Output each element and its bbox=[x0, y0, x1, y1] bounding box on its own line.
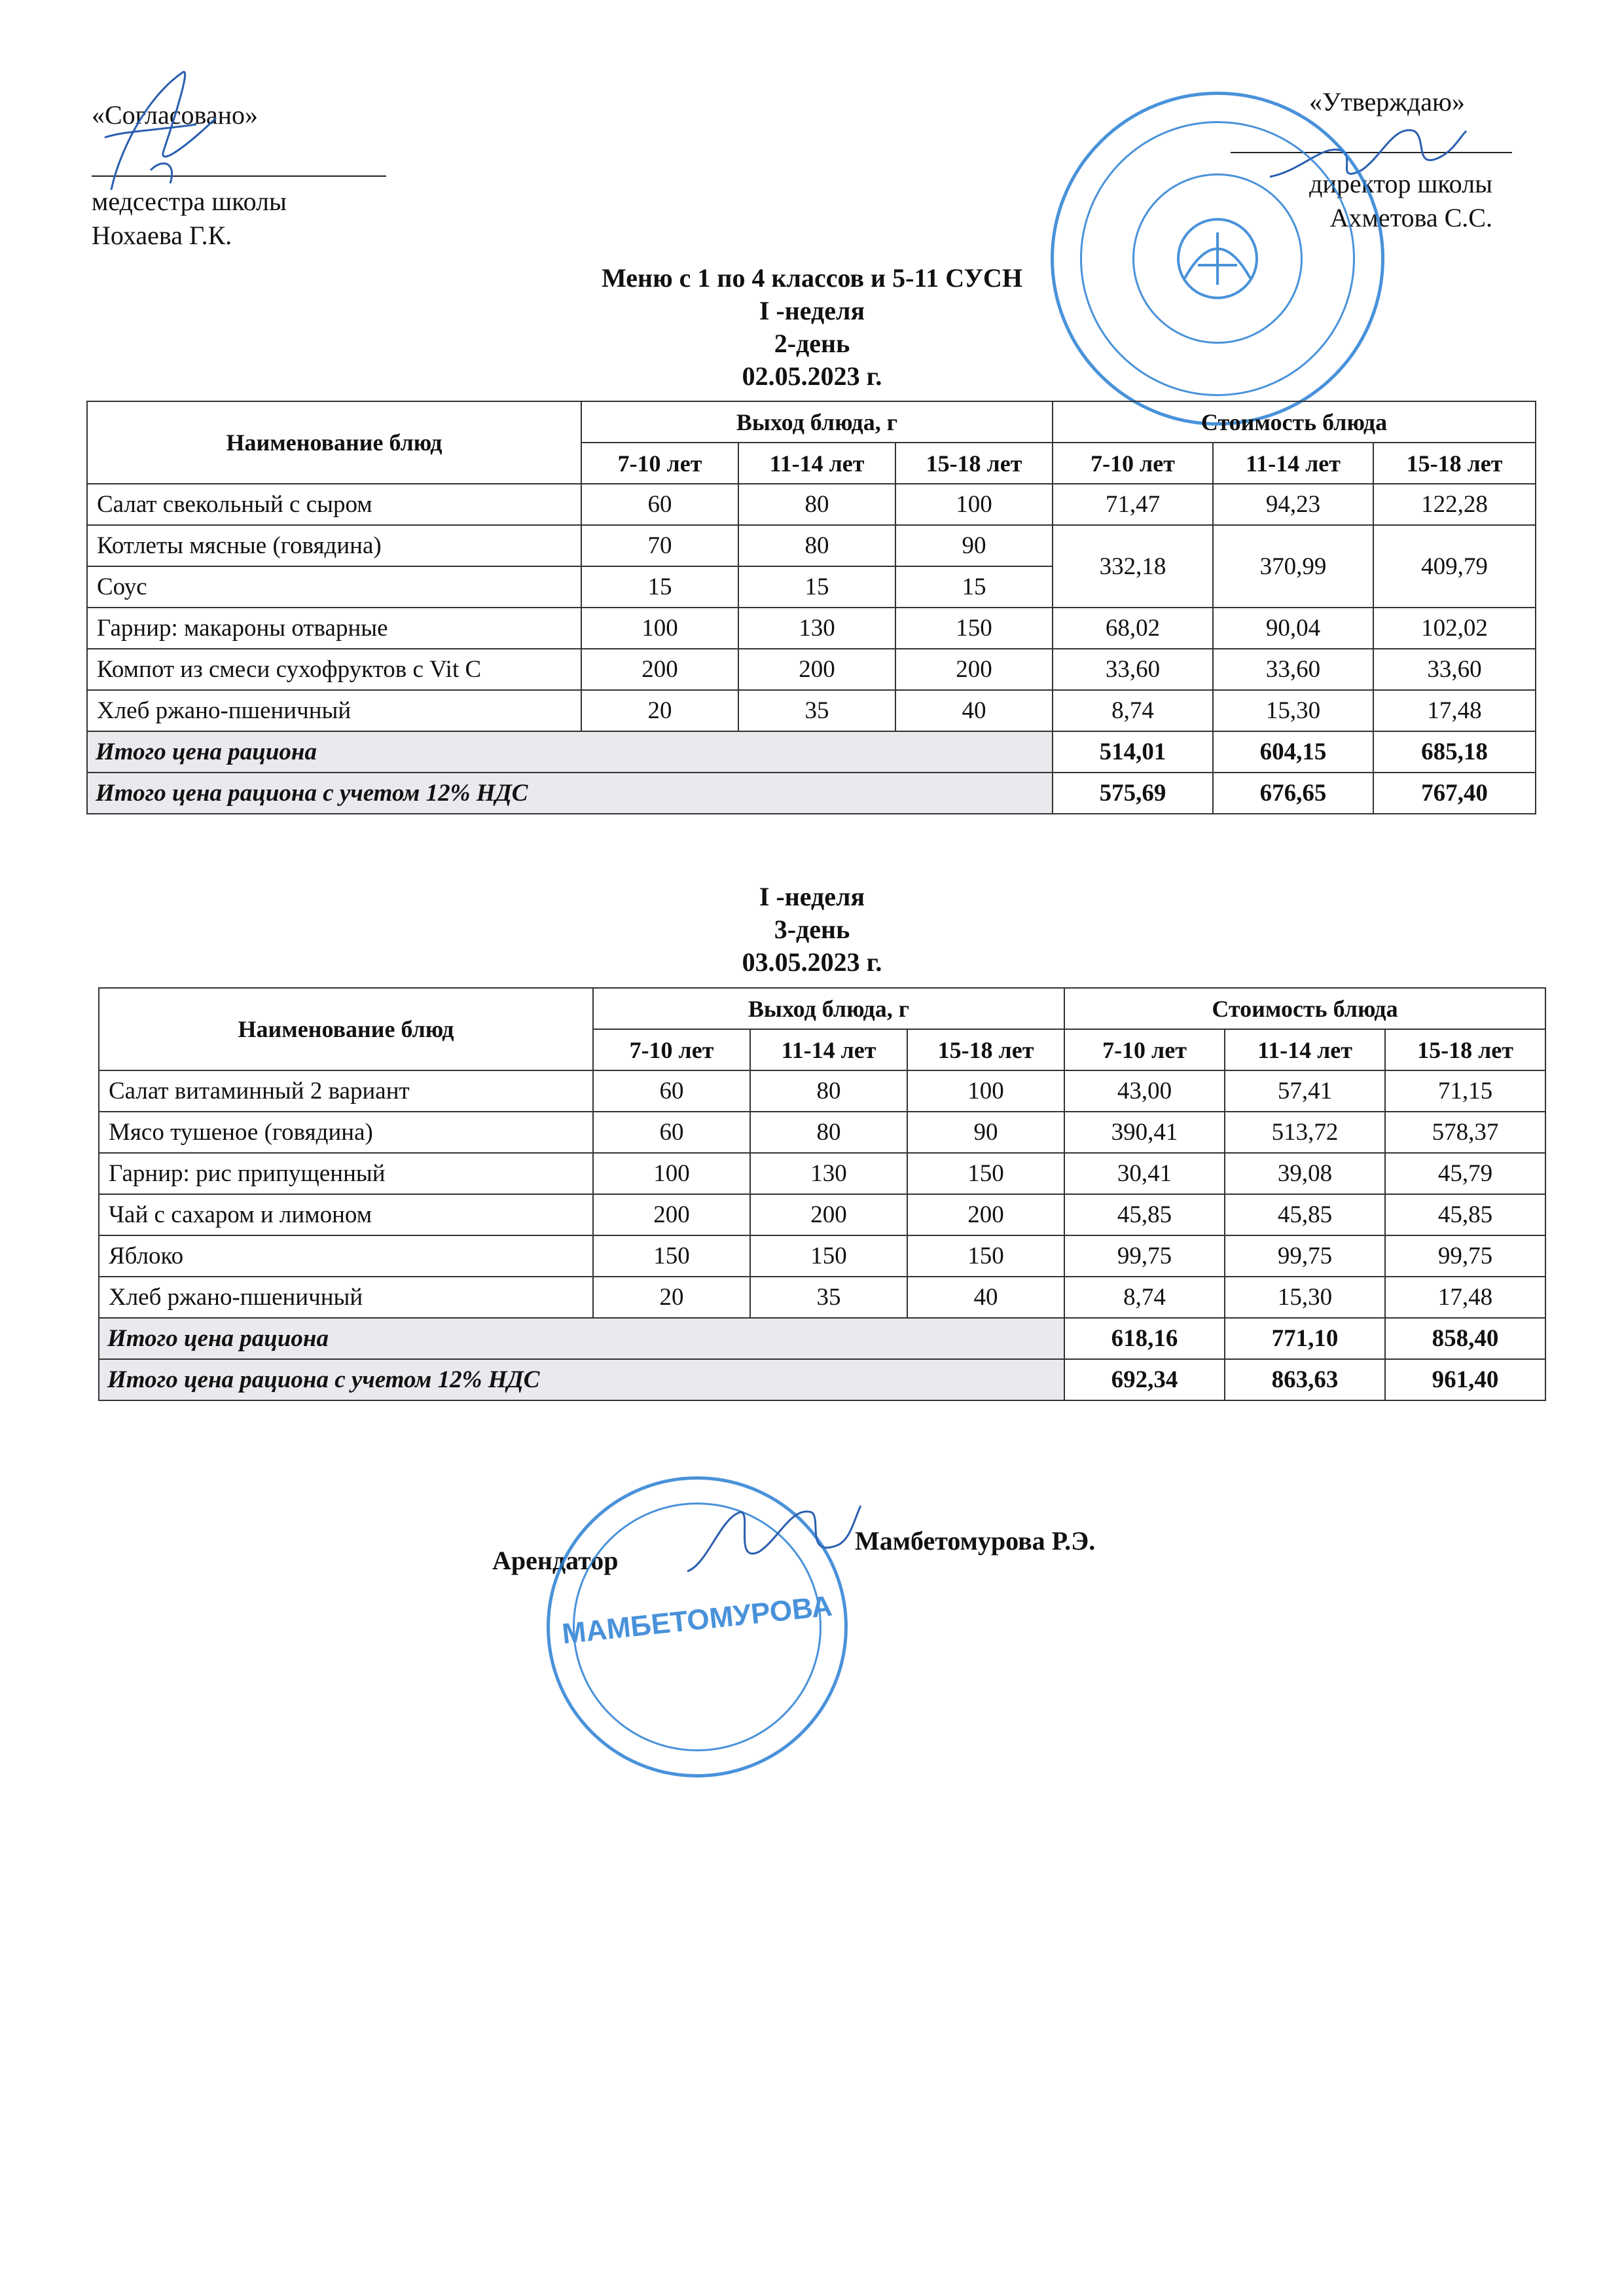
lessee-stamp-text: МАМБЕТОМУРОВА bbox=[560, 1590, 834, 1650]
dish-cost: 370,99 bbox=[1213, 525, 1373, 608]
vat-total-row bbox=[87, 773, 1536, 814]
table-row bbox=[87, 484, 1536, 525]
col-age-cost-1: 7-10 лет bbox=[1064, 1029, 1225, 1070]
approval-left-label: «Согласовано» bbox=[92, 100, 259, 130]
dish-cost: 45,85 bbox=[1225, 1194, 1385, 1235]
dish-name: Чай с сахаром и лимоном bbox=[99, 1194, 593, 1235]
dish-output: 80 bbox=[750, 1112, 907, 1153]
vat-total-value: 961,40 bbox=[1385, 1359, 1545, 1400]
col-age-out-3: 15-18 лет bbox=[895, 443, 1053, 484]
dish-cost: 45,85 bbox=[1385, 1194, 1545, 1235]
table-row bbox=[99, 1153, 1545, 1194]
col-age-out-2: 11-14 лет bbox=[738, 443, 895, 484]
dish-cost: 45,79 bbox=[1385, 1153, 1545, 1194]
dish-cost: 122,28 bbox=[1373, 484, 1536, 525]
dish-cost: 15,30 bbox=[1213, 690, 1373, 731]
total-value: 858,40 bbox=[1385, 1318, 1545, 1359]
col-age-out-2: 11-14 лет bbox=[750, 1029, 907, 1070]
col-group-output: Выход блюда, г bbox=[593, 988, 1064, 1029]
approval-right-label: «Утверждаю» bbox=[1309, 87, 1465, 117]
dish-cost: 33,60 bbox=[1053, 649, 1213, 690]
dish-name: Салат свекольный с сыром bbox=[87, 484, 581, 525]
vat-total-value: 676,65 bbox=[1213, 773, 1373, 814]
dish-output: 60 bbox=[593, 1070, 750, 1112]
dish-cost: 8,74 bbox=[1053, 690, 1213, 731]
dish-cost: 33,60 bbox=[1213, 649, 1373, 690]
total-row bbox=[99, 1318, 1545, 1359]
dish-cost: 71,15 bbox=[1385, 1070, 1545, 1112]
approval-right-role-text: директор школы bbox=[1309, 169, 1492, 198]
col-age-cost-1: 7-10 лет bbox=[1053, 443, 1213, 484]
dish-output: 20 bbox=[581, 690, 738, 731]
dish-cost: 90,04 bbox=[1213, 608, 1373, 649]
vat-total-value: 575,69 bbox=[1053, 773, 1213, 814]
dish-output: 200 bbox=[750, 1194, 907, 1235]
col-group-cost: Стоимость блюда bbox=[1053, 401, 1536, 443]
dish-output: 90 bbox=[907, 1112, 1064, 1153]
table-row bbox=[99, 1112, 1545, 1153]
day1-date: 02.05.2023 г. bbox=[742, 361, 882, 391]
total-value: 514,01 bbox=[1053, 731, 1213, 773]
dish-cost: 8,74 bbox=[1064, 1277, 1225, 1318]
dish-cost: 99,75 bbox=[1225, 1235, 1385, 1277]
vat-total-row bbox=[99, 1359, 1545, 1400]
dish-output: 100 bbox=[593, 1153, 750, 1194]
lessee-name: Мамбетомурова Р.Э. bbox=[855, 1526, 1096, 1556]
menu-table-day2 bbox=[86, 401, 1536, 814]
col-age-out-3: 15-18 лет bbox=[907, 1029, 1064, 1070]
vat-total-label: Итого цена рациона с учетом 12% НДС bbox=[99, 1359, 1064, 1400]
dish-cost: 33,60 bbox=[1373, 649, 1536, 690]
dish-cost: 68,02 bbox=[1053, 608, 1213, 649]
menu-table-day3 bbox=[98, 987, 1546, 1401]
dish-cost: 99,75 bbox=[1064, 1235, 1225, 1277]
dish-cost: 15,30 bbox=[1225, 1277, 1385, 1318]
dish-output: 15 bbox=[581, 566, 738, 608]
dish-output: 40 bbox=[895, 690, 1053, 731]
vat-total-value: 767,40 bbox=[1373, 773, 1536, 814]
dish-output: 35 bbox=[750, 1277, 907, 1318]
dish-cost: 43,00 bbox=[1064, 1070, 1225, 1112]
dish-output: 150 bbox=[750, 1235, 907, 1277]
dish-output: 150 bbox=[895, 608, 1053, 649]
dish-cost: 39,08 bbox=[1225, 1153, 1385, 1194]
day1-day: 2-день bbox=[774, 329, 850, 358]
dish-cost: 17,48 bbox=[1373, 690, 1536, 731]
dish-name: Салат витаминный 2 вариант bbox=[99, 1070, 593, 1112]
lessee-label: Арендатор bbox=[492, 1546, 619, 1575]
dish-name: Гарнир: рис припущенный bbox=[99, 1153, 593, 1194]
table-row bbox=[87, 690, 1536, 731]
page-title bbox=[0, 262, 1624, 295]
table-row bbox=[87, 525, 1536, 566]
col-group-output: Выход блюда, г bbox=[581, 401, 1053, 443]
dish-name: Компот из смеси сухофруктов с Vit C bbox=[87, 649, 581, 690]
dish-cost: 102,02 bbox=[1373, 608, 1536, 649]
dish-cost: 30,41 bbox=[1064, 1153, 1225, 1194]
day1-heading bbox=[0, 295, 1624, 393]
dish-cost: 71,47 bbox=[1053, 484, 1213, 525]
lessee-signature bbox=[681, 1493, 864, 1591]
day2-date: 03.05.2023 г. bbox=[742, 947, 882, 977]
dish-cost: 99,75 bbox=[1385, 1235, 1545, 1277]
table-row bbox=[87, 649, 1536, 690]
dish-output: 80 bbox=[750, 1070, 907, 1112]
dish-cost: 45,85 bbox=[1064, 1194, 1225, 1235]
col-age-out-1: 7-10 лет bbox=[581, 443, 738, 484]
dish-cost: 94,23 bbox=[1213, 484, 1373, 525]
dish-output: 150 bbox=[907, 1235, 1064, 1277]
col-group-cost: Стоимость блюда bbox=[1064, 988, 1545, 1029]
approval-left-person: Нохаева Г.К. bbox=[92, 221, 232, 250]
dish-output: 80 bbox=[738, 484, 895, 525]
dish-output: 15 bbox=[738, 566, 895, 608]
day2-week: I -неделя bbox=[759, 882, 865, 911]
total-value: 771,10 bbox=[1225, 1318, 1385, 1359]
dish-name: Гарнир: макароны отварные bbox=[87, 608, 581, 649]
col-age-cost-3: 15-18 лет bbox=[1385, 1029, 1545, 1070]
approval-left-role-text: медсестра школы bbox=[92, 187, 287, 216]
page-title-text: Меню с 1 по 4 классов и 5-11 СУСН bbox=[602, 263, 1022, 293]
day2-day: 3-день bbox=[774, 915, 850, 944]
col-age-cost-2: 11-14 лет bbox=[1225, 1029, 1385, 1070]
table-row bbox=[99, 1070, 1545, 1112]
dish-cost: 409,79 bbox=[1373, 525, 1536, 608]
dish-output: 80 bbox=[738, 525, 895, 566]
nurse-signature bbox=[65, 59, 249, 210]
total-value: 685,18 bbox=[1373, 731, 1536, 773]
dish-output: 90 bbox=[895, 525, 1053, 566]
total-row bbox=[87, 731, 1536, 773]
total-label: Итого цена рациона bbox=[87, 731, 1053, 773]
vat-total-label: Итого цена рациона с учетом 12% НДС bbox=[87, 773, 1053, 814]
dish-output: 100 bbox=[895, 484, 1053, 525]
dish-cost: 513,72 bbox=[1225, 1112, 1385, 1153]
total-value: 618,16 bbox=[1064, 1318, 1225, 1359]
dish-name: Мясо тушеное (говядина) bbox=[99, 1112, 593, 1153]
dish-output: 200 bbox=[895, 649, 1053, 690]
col-age-cost-3: 15-18 лет bbox=[1373, 443, 1536, 484]
col-age-out-1: 7-10 лет bbox=[593, 1029, 750, 1070]
dish-output: 200 bbox=[593, 1194, 750, 1235]
dish-output: 130 bbox=[738, 608, 895, 649]
dish-output: 100 bbox=[907, 1070, 1064, 1112]
dish-name: Соус bbox=[87, 566, 581, 608]
approval-right-person: Ахметова С.С. bbox=[1329, 203, 1492, 232]
dish-cost: 390,41 bbox=[1064, 1112, 1225, 1153]
dish-output: 150 bbox=[907, 1153, 1064, 1194]
dish-output: 60 bbox=[581, 484, 738, 525]
dish-cost: 578,37 bbox=[1385, 1112, 1545, 1153]
dish-output: 200 bbox=[907, 1194, 1064, 1235]
dish-output: 150 bbox=[593, 1235, 750, 1277]
total-value: 604,15 bbox=[1213, 731, 1373, 773]
dish-output: 20 bbox=[593, 1277, 750, 1318]
dish-name: Хлеб ржано-пшеничный bbox=[87, 690, 581, 731]
dish-output: 70 bbox=[581, 525, 738, 566]
dish-output: 35 bbox=[738, 690, 895, 731]
dish-output: 60 bbox=[593, 1112, 750, 1153]
dish-name: Хлеб ржано-пшеничный bbox=[99, 1277, 593, 1318]
dish-name: Яблоко bbox=[99, 1235, 593, 1277]
dish-output: 200 bbox=[738, 649, 895, 690]
dish-cost: 17,48 bbox=[1385, 1277, 1545, 1318]
vat-total-value: 692,34 bbox=[1064, 1359, 1225, 1400]
day2-heading bbox=[0, 881, 1624, 979]
day1-week: I -неделя bbox=[759, 296, 865, 325]
dish-cost: 57,41 bbox=[1225, 1070, 1385, 1112]
vat-total-value: 863,63 bbox=[1225, 1359, 1385, 1400]
dish-output: 100 bbox=[581, 608, 738, 649]
dish-output: 200 bbox=[581, 649, 738, 690]
col-header-name: Наименование блюд bbox=[99, 988, 593, 1070]
table-row bbox=[99, 1277, 1545, 1318]
dish-name: Котлеты мясные (говядина) bbox=[87, 525, 581, 566]
table-row bbox=[87, 608, 1536, 649]
col-age-cost-2: 11-14 лет bbox=[1213, 443, 1373, 484]
table-row bbox=[99, 1235, 1545, 1277]
dish-output: 40 bbox=[907, 1277, 1064, 1318]
total-label: Итого цена рациона bbox=[99, 1318, 1064, 1359]
col-header-name: Наименование блюд bbox=[87, 401, 581, 484]
dish-output: 130 bbox=[750, 1153, 907, 1194]
dish-output: 15 bbox=[895, 566, 1053, 608]
table-row bbox=[99, 1194, 1545, 1235]
dish-cost: 332,18 bbox=[1053, 525, 1213, 608]
